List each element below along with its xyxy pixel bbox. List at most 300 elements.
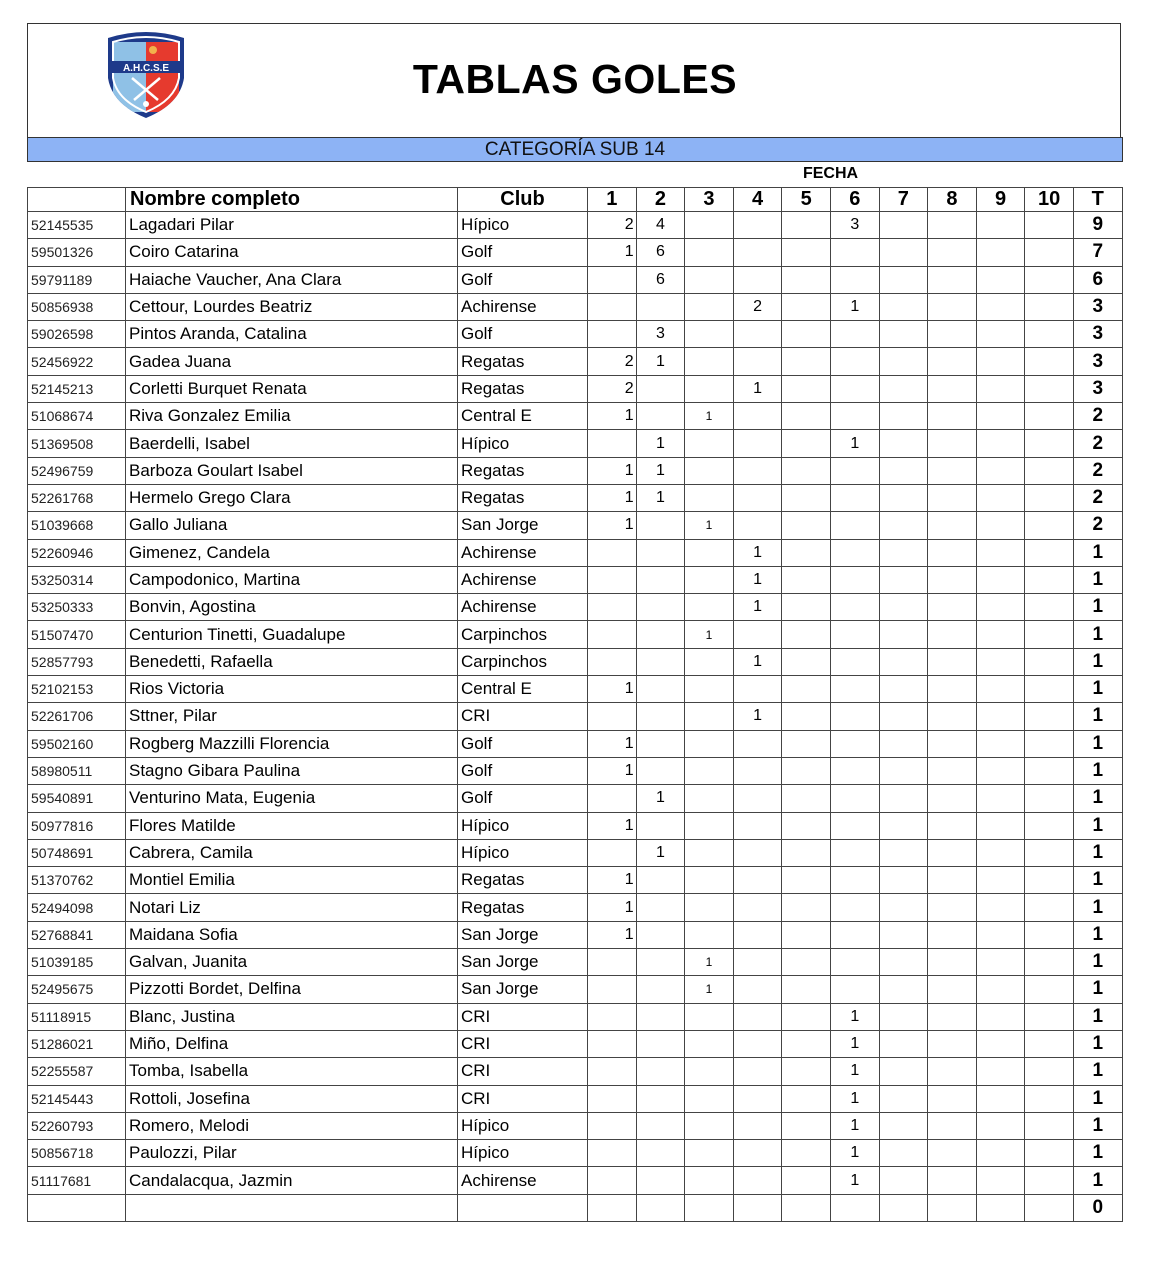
goals-round-1 (588, 566, 637, 593)
goals-round-6 (830, 566, 879, 593)
goals-round-5 (782, 566, 831, 593)
goals-round-8 (928, 239, 977, 266)
goals-round-3 (685, 894, 734, 921)
goals-round-2: 6 (636, 239, 685, 266)
goals-round-6 (830, 239, 879, 266)
table-row (28, 321, 1123, 348)
player-dni: 52496759 (28, 457, 126, 484)
player-total: 3 (1073, 375, 1122, 402)
player-dni: 52255587 (28, 1058, 126, 1085)
table-row (28, 839, 1123, 866)
goals-round-6 (830, 375, 879, 402)
goals-round-6 (830, 648, 879, 675)
goals-round-7 (879, 1030, 928, 1057)
goals-round-8 (928, 1112, 977, 1139)
fecha-label: FECHA (802, 165, 859, 182)
player-name: Coiro Catarina (126, 239, 458, 266)
player-dni: 52145213 (28, 375, 126, 402)
goals-round-4 (733, 867, 782, 894)
goals-round-5 (782, 1085, 831, 1112)
goals-round-7 (879, 594, 928, 621)
goals-round-4: 2 (733, 293, 782, 320)
player-total: 1 (1073, 1003, 1122, 1030)
player-dni: 51286021 (28, 1030, 126, 1057)
player-total: 2 (1073, 457, 1122, 484)
table-row (28, 976, 1123, 1003)
goals-round-8 (928, 375, 977, 402)
player-dni: 50748691 (28, 839, 126, 866)
goals-round-4 (733, 1030, 782, 1057)
goals-round-8 (928, 321, 977, 348)
player-total: 1 (1073, 566, 1122, 593)
goals-table (27, 187, 1123, 1222)
goals-round-9 (976, 293, 1025, 320)
goals-round-3: 1 (685, 976, 734, 1003)
goals-round-3 (685, 757, 734, 784)
goals-round-2 (636, 730, 685, 757)
goals-round-5 (782, 1058, 831, 1085)
player-name: Montiel Emilia (126, 867, 458, 894)
goals-round-10 (1025, 1085, 1074, 1112)
goals-round-1 (588, 266, 637, 293)
player-club: Golf (458, 757, 588, 784)
goals-round-2 (636, 648, 685, 675)
goals-round-9 (976, 949, 1025, 976)
goals-round-3 (685, 1085, 734, 1112)
goals-round-9 (976, 976, 1025, 1003)
goals-round-3 (685, 839, 734, 866)
table-row (28, 730, 1123, 757)
goals-round-3 (685, 566, 734, 593)
header-round-5: 5 (782, 188, 831, 212)
player-name: Blanc, Justina (126, 1003, 458, 1030)
goals-round-5 (782, 703, 831, 730)
player-club: Regatas (458, 484, 588, 511)
goals-round-7 (879, 976, 928, 1003)
goals-round-9 (976, 1167, 1025, 1194)
player-club: Central E (458, 403, 588, 430)
table-row (28, 1085, 1123, 1112)
goals-round-1: 1 (588, 730, 637, 757)
player-dni: 51068674 (28, 403, 126, 430)
header-round-1: 1 (588, 188, 637, 212)
goals-round-9 (976, 1194, 1025, 1221)
goals-round-4 (733, 785, 782, 812)
goals-round-3 (685, 348, 734, 375)
goals-round-9 (976, 484, 1025, 511)
goals-round-8 (928, 430, 977, 457)
goals-round-10 (1025, 212, 1074, 239)
goals-round-9 (976, 894, 1025, 921)
goals-round-8 (928, 703, 977, 730)
player-total: 1 (1073, 867, 1122, 894)
goals-round-3 (685, 867, 734, 894)
goals-round-6 (830, 539, 879, 566)
goals-round-8 (928, 484, 977, 511)
player-total: 1 (1073, 949, 1122, 976)
goals-round-7 (879, 1003, 928, 1030)
goals-round-7 (879, 403, 928, 430)
goals-round-1 (588, 1167, 637, 1194)
goals-round-3: 1 (685, 949, 734, 976)
goals-round-2: 4 (636, 212, 685, 239)
goals-round-7 (879, 949, 928, 976)
player-total: 1 (1073, 539, 1122, 566)
goals-round-3 (685, 648, 734, 675)
player-name: Stagno Gibara Paulina (126, 757, 458, 784)
goals-round-10 (1025, 293, 1074, 320)
goals-round-2 (636, 867, 685, 894)
goals-round-4 (733, 894, 782, 921)
player-club: Achirense (458, 1167, 588, 1194)
table-row (28, 1140, 1123, 1167)
goals-round-4 (733, 1112, 782, 1139)
player-name: Corletti Burquet Renata (126, 375, 458, 402)
goals-round-1 (588, 648, 637, 675)
goals-round-10 (1025, 1140, 1074, 1167)
goals-round-6 (830, 812, 879, 839)
goals-round-1 (588, 293, 637, 320)
goals-round-4 (733, 321, 782, 348)
goals-round-9 (976, 348, 1025, 375)
player-dni: 51039668 (28, 512, 126, 539)
goals-round-1 (588, 949, 637, 976)
goals-round-4 (733, 1058, 782, 1085)
table-row (28, 894, 1123, 921)
goals-round-7 (879, 484, 928, 511)
goals-round-8 (928, 785, 977, 812)
goals-round-2 (636, 1085, 685, 1112)
player-club: CRI (458, 1003, 588, 1030)
player-dni: 52261706 (28, 703, 126, 730)
goals-round-2 (636, 1140, 685, 1167)
player-club: Regatas (458, 348, 588, 375)
player-total: 1 (1073, 812, 1122, 839)
table-row (28, 703, 1123, 730)
player-total: 9 (1073, 212, 1122, 239)
player-name: Campodonico, Martina (126, 566, 458, 593)
goals-round-9 (976, 457, 1025, 484)
goals-round-1: 1 (588, 239, 637, 266)
goals-round-3 (685, 1058, 734, 1085)
goals-round-7 (879, 812, 928, 839)
logo-text: A.H.C.S.E (122, 63, 170, 74)
player-name: Centurion Tinetti, Guadalupe (126, 621, 458, 648)
player-total: 0 (1073, 1194, 1122, 1221)
player-dni: 53250314 (28, 566, 126, 593)
goals-round-9 (976, 1085, 1025, 1112)
goals-round-6: 1 (830, 1058, 879, 1085)
goals-round-9 (976, 676, 1025, 703)
player-total: 6 (1073, 266, 1122, 293)
player-total: 2 (1073, 484, 1122, 511)
goals-round-6: 1 (830, 430, 879, 457)
player-name: Pizzotti Bordet, Delfina (126, 976, 458, 1003)
goals-round-5 (782, 266, 831, 293)
goals-round-6 (830, 976, 879, 1003)
player-total: 1 (1073, 1112, 1122, 1139)
goals-round-8 (928, 894, 977, 921)
player-club: Golf (458, 239, 588, 266)
player-club: Golf (458, 730, 588, 757)
goals-round-1: 1 (588, 757, 637, 784)
player-name: Hermelo Grego Clara (126, 484, 458, 511)
player-dni: 53250333 (28, 594, 126, 621)
player-name: Rogberg Mazzilli Florencia (126, 730, 458, 757)
goals-round-5 (782, 1112, 831, 1139)
goals-round-10 (1025, 1030, 1074, 1057)
table-row (28, 457, 1123, 484)
table-row (28, 212, 1123, 239)
goals-round-9 (976, 375, 1025, 402)
player-name: Barboza Goulart Isabel (126, 457, 458, 484)
player-name: Maidana Sofia (126, 921, 458, 948)
player-club: Achirense (458, 594, 588, 621)
player-total: 2 (1073, 512, 1122, 539)
goals-round-9 (976, 648, 1025, 675)
goals-round-9 (976, 785, 1025, 812)
goals-round-7 (879, 648, 928, 675)
goals-round-3 (685, 812, 734, 839)
goals-round-2: 6 (636, 266, 685, 293)
goals-round-6 (830, 703, 879, 730)
goals-round-9 (976, 839, 1025, 866)
goals-round-7 (879, 621, 928, 648)
goals-round-10 (1025, 839, 1074, 866)
goals-round-4 (733, 212, 782, 239)
player-dni: 51369508 (28, 430, 126, 457)
player-dni: 59026598 (28, 321, 126, 348)
goals-round-2 (636, 1167, 685, 1194)
goals-round-10 (1025, 375, 1074, 402)
goals-round-7 (879, 730, 928, 757)
goals-round-10 (1025, 867, 1074, 894)
goals-round-8 (928, 1194, 977, 1221)
goals-round-5 (782, 812, 831, 839)
goals-round-3 (685, 785, 734, 812)
goals-round-7 (879, 212, 928, 239)
goals-round-3 (685, 239, 734, 266)
goals-round-3 (685, 1194, 734, 1221)
goals-round-3 (685, 1030, 734, 1057)
goals-round-6: 1 (830, 1112, 879, 1139)
goals-round-4: 1 (733, 566, 782, 593)
player-club: Hípico (458, 839, 588, 866)
player-dni: 59501326 (28, 239, 126, 266)
table-row (28, 867, 1123, 894)
goals-round-5 (782, 648, 831, 675)
player-dni: 52102153 (28, 676, 126, 703)
goals-round-6 (830, 949, 879, 976)
header-round-7: 7 (879, 188, 928, 212)
table-row (28, 512, 1123, 539)
goals-round-8 (928, 293, 977, 320)
goals-round-1 (588, 594, 637, 621)
player-dni: 51507470 (28, 621, 126, 648)
goals-round-6 (830, 785, 879, 812)
player-club: San Jorge (458, 512, 588, 539)
player-dni: 50977816 (28, 812, 126, 839)
goals-round-1: 1 (588, 921, 637, 948)
goals-round-3 (685, 457, 734, 484)
player-name: Tomba, Isabella (126, 1058, 458, 1085)
goals-round-4: 1 (733, 703, 782, 730)
goals-round-4 (733, 1167, 782, 1194)
goals-round-9 (976, 321, 1025, 348)
goals-round-5 (782, 321, 831, 348)
goals-round-7 (879, 921, 928, 948)
player-total: 1 (1073, 1030, 1122, 1057)
goals-round-10 (1025, 1167, 1074, 1194)
page-title: TABLAS GOLES (412, 56, 738, 102)
goals-round-5 (782, 239, 831, 266)
goals-round-1 (588, 1058, 637, 1085)
goals-round-8 (928, 1167, 977, 1194)
player-total: 1 (1073, 1085, 1122, 1112)
goals-round-8 (928, 812, 977, 839)
goals-round-5 (782, 921, 831, 948)
goals-round-9 (976, 757, 1025, 784)
goals-round-8 (928, 648, 977, 675)
player-name: Bonvin, Agostina (126, 594, 458, 621)
goals-round-9 (976, 430, 1025, 457)
goals-round-5 (782, 403, 831, 430)
player-total: 1 (1073, 594, 1122, 621)
goals-round-1 (588, 976, 637, 1003)
player-name: Gimenez, Candela (126, 539, 458, 566)
goals-round-2 (636, 293, 685, 320)
goals-round-10 (1025, 348, 1074, 375)
goals-round-1 (588, 321, 637, 348)
goals-round-2: 3 (636, 321, 685, 348)
goals-round-8 (928, 976, 977, 1003)
goals-round-6 (830, 512, 879, 539)
goals-round-7 (879, 1085, 928, 1112)
goals-round-6: 1 (830, 1003, 879, 1030)
goals-round-1: 1 (588, 484, 637, 511)
table-row (28, 1112, 1123, 1139)
goals-round-2 (636, 621, 685, 648)
goals-round-10 (1025, 730, 1074, 757)
goals-round-2 (636, 539, 685, 566)
goals-round-2: 1 (636, 348, 685, 375)
player-total: 1 (1073, 648, 1122, 675)
player-dni: 59502160 (28, 730, 126, 757)
header-round-3: 3 (685, 188, 734, 212)
goals-round-4 (733, 239, 782, 266)
player-dni: 50856718 (28, 1140, 126, 1167)
goals-round-10 (1025, 539, 1074, 566)
goals-round-6 (830, 839, 879, 866)
goals-round-10 (1025, 1112, 1074, 1139)
player-club: Carpinchos (458, 648, 588, 675)
goals-round-2 (636, 812, 685, 839)
goals-round-3 (685, 375, 734, 402)
player-club: San Jorge (458, 949, 588, 976)
goals-round-2: 1 (636, 839, 685, 866)
table-row (28, 375, 1123, 402)
goals-round-4: 1 (733, 648, 782, 675)
goals-round-10 (1025, 1058, 1074, 1085)
goals-round-2 (636, 703, 685, 730)
goals-round-4 (733, 1085, 782, 1112)
goals-round-5 (782, 730, 831, 757)
goals-round-5 (782, 212, 831, 239)
goals-round-7 (879, 1058, 928, 1085)
table-row (28, 293, 1123, 320)
goals-round-10 (1025, 703, 1074, 730)
player-total: 1 (1073, 676, 1122, 703)
goals-round-5 (782, 1140, 831, 1167)
goals-round-4 (733, 348, 782, 375)
goals-round-4 (733, 921, 782, 948)
player-club: San Jorge (458, 921, 588, 948)
goals-round-6 (830, 266, 879, 293)
goals-round-1: 1 (588, 512, 637, 539)
goals-round-8 (928, 1030, 977, 1057)
goals-round-2 (636, 375, 685, 402)
goals-round-1 (588, 1030, 637, 1057)
goals-round-7 (879, 785, 928, 812)
goals-round-9 (976, 266, 1025, 293)
goals-round-5 (782, 1030, 831, 1057)
goals-round-7 (879, 348, 928, 375)
goals-round-5 (782, 484, 831, 511)
goals-round-8 (928, 676, 977, 703)
goals-round-5 (782, 976, 831, 1003)
goals-round-4 (733, 403, 782, 430)
header-round-2: 2 (636, 188, 685, 212)
goals-round-8 (928, 512, 977, 539)
player-dni: 51370762 (28, 867, 126, 894)
header-name: Nombre completo (126, 188, 458, 212)
goals-round-5 (782, 1003, 831, 1030)
goals-round-7 (879, 894, 928, 921)
player-name: Cabrera, Camila (126, 839, 458, 866)
goals-round-5 (782, 293, 831, 320)
table-row (28, 266, 1123, 293)
goals-round-2 (636, 1003, 685, 1030)
goals-round-2 (636, 1058, 685, 1085)
goals-round-10 (1025, 757, 1074, 784)
goals-round-10 (1025, 621, 1074, 648)
goals-round-3 (685, 703, 734, 730)
ahcse-logo (100, 28, 192, 120)
player-name: Candalacqua, Jazmin (126, 1167, 458, 1194)
player-name: Miño, Delfina (126, 1030, 458, 1057)
goals-round-6 (830, 348, 879, 375)
goals-round-4: 1 (733, 375, 782, 402)
goals-round-8 (928, 757, 977, 784)
goals-round-8 (928, 730, 977, 757)
table-row (28, 921, 1123, 948)
player-total: 1 (1073, 757, 1122, 784)
goals-round-3: 1 (685, 512, 734, 539)
goals-round-8 (928, 594, 977, 621)
goals-round-1 (588, 1085, 637, 1112)
player-total: 1 (1073, 730, 1122, 757)
goals-round-4 (733, 430, 782, 457)
goals-round-3 (685, 1112, 734, 1139)
player-club: Regatas (458, 457, 588, 484)
player-club: Achirense (458, 539, 588, 566)
goals-round-9 (976, 1140, 1025, 1167)
table-row (28, 348, 1123, 375)
goals-round-2: 1 (636, 430, 685, 457)
player-club: Golf (458, 785, 588, 812)
player-dni: 52260793 (28, 1112, 126, 1139)
player-dni: 52456922 (28, 348, 126, 375)
